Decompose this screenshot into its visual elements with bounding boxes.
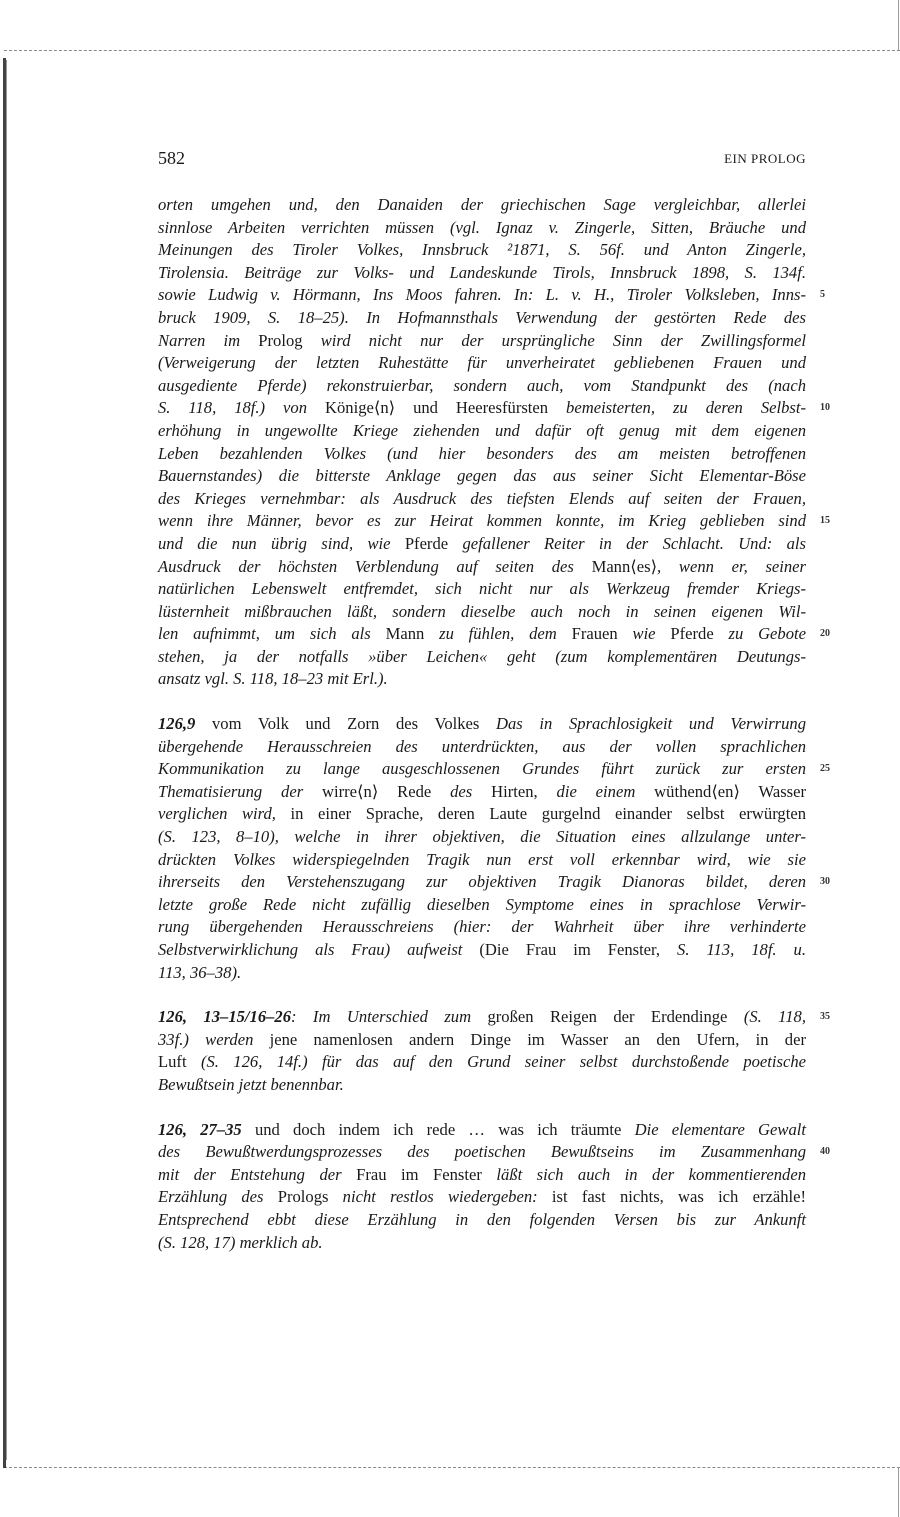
- commentary-text: S. 118, 18f.) von: [158, 398, 325, 418]
- commentary-text: übergehende Herausschreien des unterdrückten, aus der vollen sprachlichen: [158, 736, 806, 756]
- margin-line-number: 15: [820, 515, 830, 527]
- text-line: [158, 758, 830, 781]
- commentary-text: Erzählung des: [158, 1187, 278, 1207]
- text-line: [158, 646, 806, 669]
- text-line: [158, 826, 806, 849]
- text-line: [158, 556, 806, 579]
- commentary-text: stehen, ja der notfalls »über Leichen« geht (zum komplementären Deutungs-: [158, 646, 806, 666]
- commentary-text: zu fühlen, dem: [424, 624, 572, 644]
- commentary-text: ihrerseits den Verstehenszugang zur objektiven Tragik Dianoras bildet, deren: [158, 872, 806, 892]
- commentary-paragraph: [158, 1119, 830, 1255]
- commentary-text: S. 113, 18f. u.: [677, 940, 806, 959]
- margin-line-number: 25: [820, 763, 830, 775]
- commentary-text: 113, 36–38).: [158, 962, 242, 982]
- commentary-text: 33f.) werden: [158, 1029, 270, 1049]
- text-line: [158, 397, 830, 420]
- margin-line-number: 35: [820, 1011, 830, 1023]
- quoted-text: Pferde: [670, 624, 714, 644]
- commentary-text: Leben bezahlenden Volkes (und hier besonders des am meisten betroffenen: [158, 443, 806, 463]
- commentary-text: (S. 123, 8–10), welche in ihrer objektiven, die Situation eines allzulange unter-: [158, 827, 806, 847]
- commentary-text: (Verweigerung der letzten Ruhestätte für unverheiratet gebliebenen Frauen und: [158, 353, 806, 373]
- paragraph-gap: [158, 691, 806, 713]
- commentary-text: (S. 126, 14f.) für das auf den Grund seiner selbst durchstoßende poetische: [200, 1052, 807, 1072]
- commentary-text: letzte große Rede nicht zufällig dieselben Symptome eines in sprachlose Verwir-: [158, 894, 806, 914]
- commentary-text: erhöhung in ungewollte Kriege ziehenden und dafür oft genug mit dem eigenen: [158, 420, 806, 440]
- quoted-text: jene namenlosen andern Dinge im Wasser an den Ufern, in der: [269, 1029, 806, 1049]
- text-line: [158, 194, 806, 217]
- quoted-text: Pferde: [404, 533, 449, 553]
- commentary-text: des Krieges vernehmbar: als Ausdruck des tiefsten Elends auf seiten der Frauen,: [158, 488, 806, 508]
- commentary-text: Selbstverwirklichung als Frau) aufweist: [158, 940, 480, 959]
- text-line: [158, 736, 806, 759]
- quoted-text: Mann⟨es⟩: [591, 556, 658, 576]
- quoted-text: großen Reigen der Erdendinge: [487, 1007, 728, 1027]
- paragraph-gap: [158, 984, 806, 1006]
- text-line: [158, 1051, 806, 1074]
- commentary-text: natürlichen Lebenswelt entfremdet, sich nicht nur als Werkzeug fremder Kriegs-: [158, 579, 806, 599]
- quoted-text: Frauen: [571, 624, 618, 644]
- text-line: [158, 713, 806, 736]
- text-line: [158, 803, 806, 826]
- quoted-text: vom Volk und Zorn des Volkes: [195, 714, 497, 734]
- text-line: [158, 375, 806, 398]
- commentary-text: Thematisierung der: [158, 781, 323, 801]
- commentary-text: Entsprechend ebbt diese Erzählung in den folgenden Versen bis zur Ankunft: [158, 1209, 806, 1229]
- text-line: [158, 217, 806, 240]
- text-line: [158, 420, 806, 443]
- commentary-text: (S. 118,: [727, 1007, 806, 1027]
- text-line: [158, 239, 806, 262]
- commentary-text: (S. 128, 17) merklich ab.: [158, 1232, 323, 1252]
- text-line: [158, 1209, 806, 1232]
- quoted-text: Prolog: [258, 330, 303, 350]
- page-header: [158, 148, 806, 172]
- quoted-text: Prologs: [277, 1187, 329, 1207]
- text-line: [158, 488, 806, 511]
- commentary-text: Das in Sprachlosigkeit und Verwirrung: [496, 714, 807, 734]
- text-line: [158, 1186, 806, 1209]
- commentary-text: zu Gebote: [713, 624, 806, 644]
- commentary-text: verglichen wird,: [158, 804, 291, 824]
- commentary-body: [158, 194, 830, 1254]
- text-line: [158, 284, 825, 307]
- commentary-text: mit der Entstehung der: [158, 1164, 357, 1184]
- text-line: [158, 1119, 806, 1142]
- text-line: [158, 668, 806, 691]
- commentary-text: Meinungen des Tiroler Volkes, Innsbruck ²1871, S. 56f. und Anton Zingerle,: [158, 240, 806, 260]
- commentary-text: wenn ihre Männer, bevor es zur Heirat kommen konnte, im Krieg geblieben sind: [158, 511, 806, 531]
- text-line: [158, 465, 806, 488]
- lemma-reference: 126, 13–15/16–26: [158, 1007, 292, 1027]
- running-head: EIN PROLOG: [724, 151, 806, 166]
- text-line: [158, 1232, 806, 1255]
- commentary-text: des Bewußtwerdungsprozesses des poetischen Bewußtseins im Zusammenhang: [158, 1142, 806, 1162]
- lemma-reference: 126, 27–35: [158, 1119, 242, 1139]
- text-line: [158, 939, 806, 962]
- text-line: [158, 962, 806, 985]
- commentary-text: und die nun übrig sind, wie: [158, 533, 405, 553]
- quoted-text: Luft: [158, 1052, 201, 1072]
- commentary-text: sowie Ludwig v. Hörmann, Ins Moos fahren. In: L. v. H., Tiroler Volksleben, Inns-: [158, 285, 806, 305]
- commentary-text: wie: [617, 624, 671, 644]
- commentary-text: Tirolensia. Beiträge zur Volks- und Landeskunde Tirols, Innsbruck 1898, S. 134f.: [158, 262, 806, 282]
- commentary-text: sinnlose Arbeiten verrichten müssen (vgl. Ignaz v. Zingerle, Sitten, Bräuche und: [158, 217, 806, 237]
- paragraph-gap: [158, 1097, 806, 1119]
- text-line: [158, 1006, 830, 1029]
- text-line: [158, 1164, 806, 1187]
- commentary-text: rung übergehenden Herausschreiens (hier: der Wahrheit über ihre verhinderte: [158, 917, 806, 937]
- text-line: [158, 443, 806, 466]
- text-line: [158, 1029, 806, 1052]
- text-line: [158, 623, 830, 646]
- commentary-text: Narren im: [158, 330, 259, 350]
- quoted-text: Hirten,: [491, 781, 538, 801]
- quoted-text: wirre⟨n⟩ Rede: [322, 781, 432, 801]
- scan-edge-left-shadow: [6, 60, 7, 1460]
- scan-edge-bottom: [4, 1467, 900, 1468]
- commentary-text: die einem: [537, 781, 655, 801]
- commentary-text: nicht restlos wiedergeben:: [328, 1187, 552, 1207]
- text-line: [158, 578, 806, 601]
- text-line: [158, 871, 830, 894]
- commentary-text: Kommunikation zu lange ausgeschlossenen Grundes führt zurück zur ersten: [158, 759, 806, 779]
- margin-line-number: 20: [820, 628, 830, 640]
- quoted-text: und doch indem ich rede … was ich träumte: [241, 1119, 635, 1139]
- margin-line-number: 5: [820, 289, 825, 301]
- text-line: [158, 352, 806, 375]
- quoted-text: Frau im Fenster: [356, 1164, 482, 1184]
- text-line: [158, 533, 806, 556]
- commentary-text: orten umgehen und, den Danaiden der griechischen Sage vergleichbar, allerlei: [158, 195, 806, 214]
- quoted-text: wüthend⟨en⟩ Wasser: [654, 781, 807, 801]
- scan-edge-right-bottom: [898, 1467, 899, 1517]
- text-line: [158, 1141, 830, 1164]
- page-number: 582: [158, 148, 185, 168]
- text-line: [158, 916, 806, 939]
- commentary-paragraph: [158, 194, 830, 691]
- margin-line-number: 10: [820, 402, 830, 414]
- commentary-text: len aufnimmt, um sich als: [158, 624, 386, 644]
- commentary-text: : Im Unterschied zum: [291, 1007, 488, 1027]
- commentary-text: , wenn er, seiner: [657, 556, 806, 576]
- commentary-text: Die elementare Gewalt: [634, 1119, 806, 1139]
- quoted-text: ist fast nichts, was ich erzähle!: [551, 1187, 806, 1207]
- commentary-text: Bauernstandes) die bitterste Anklage gegen das aus seiner Sicht Elementar-Böse: [158, 466, 806, 486]
- text-line: [158, 601, 806, 624]
- scan-edge-top: [4, 50, 900, 51]
- text-line: [158, 330, 806, 353]
- commentary-text: ansatz vgl. S. 118, 18–23 mit Erl.).: [158, 669, 388, 689]
- quoted-text: (Die Frau im Fenster,: [479, 940, 678, 959]
- commentary-text: lüsternheit mißbrauchen läßt, sondern dieselbe auch noch in seinen eigenen Wil-: [158, 601, 806, 621]
- quoted-text: Mann: [385, 624, 425, 644]
- lemma-reference: 126,9: [158, 714, 196, 734]
- commentary-text: drückten Volkes widerspiegelnden Tragik nun erst voll erkennbar wird, wie sie: [158, 849, 806, 869]
- commentary-text: bruck 1909, S. 18–25). In Hofmannsthals Verwendung der gestörten Rede des: [158, 307, 806, 327]
- commentary-paragraph: [158, 713, 830, 984]
- commentary-text: Ausdruck der höchsten Verblendung auf seiten des: [158, 556, 592, 576]
- text-line: [158, 307, 806, 330]
- text-line: [158, 262, 806, 285]
- commentary-text: ausgediente Pferde) rekonstruierbar, sondern auch, vom Standpunkt des (nach: [158, 375, 806, 395]
- text-line: [158, 894, 806, 917]
- commentary-text: wird nicht nur der ursprüngliche Sinn der Zwillingsformel: [302, 330, 806, 350]
- text-line: [158, 1074, 806, 1097]
- commentary-text: läßt sich auch in der kommentierenden: [481, 1164, 807, 1184]
- margin-line-number: 40: [820, 1146, 830, 1158]
- quoted-text: Könige⟨n⟩ und Heeresfürsten: [325, 398, 549, 418]
- commentary-text: bemeisterten, zu deren Selbst-: [548, 398, 806, 418]
- scan-edge-right-top: [898, 0, 899, 50]
- text-line: [158, 781, 806, 804]
- margin-line-number: 30: [820, 876, 830, 888]
- text-line: [158, 510, 830, 533]
- commentary-text: gefallener Reiter in der Schlacht. Und: als: [448, 533, 806, 553]
- commentary-text: des: [431, 781, 492, 801]
- quoted-text: in einer Sprache, deren Laute gurgelnd einander selbst erwürgten: [290, 804, 806, 824]
- commentary-paragraph: [158, 1006, 830, 1096]
- commentary-text: Bewußtsein jetzt benennbar.: [158, 1074, 344, 1094]
- text-line: [158, 849, 806, 872]
